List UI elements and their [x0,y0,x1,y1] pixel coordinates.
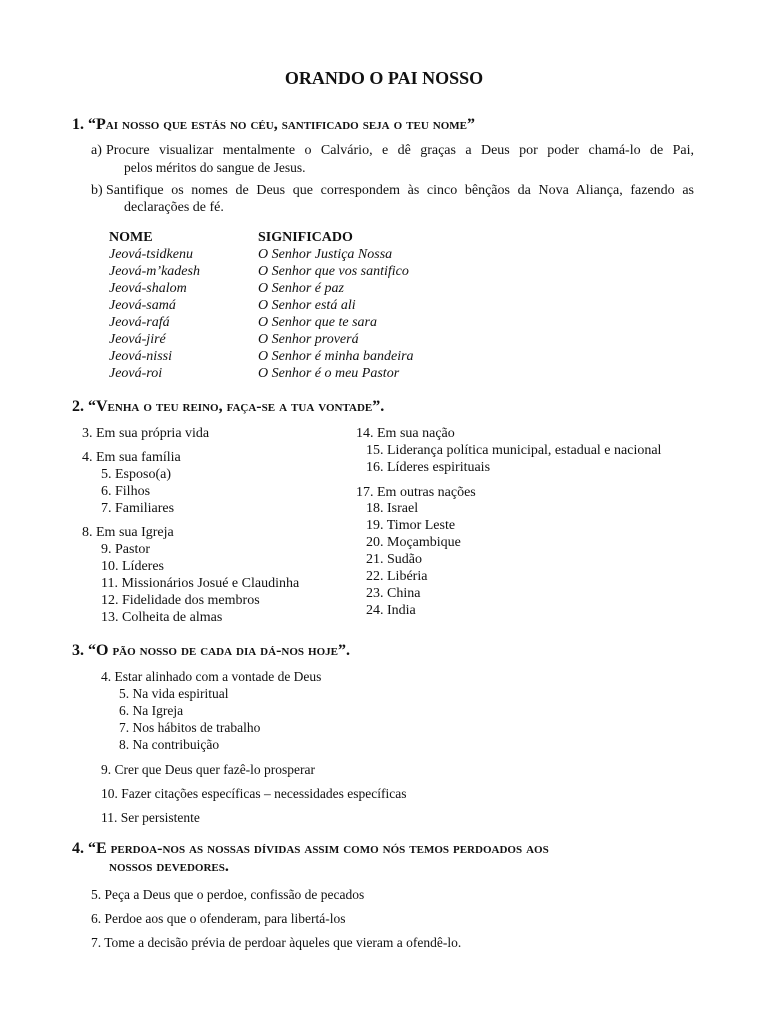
list-item: 10. Líderes [101,559,164,574]
names-table-cell-meaning: O Senhor é o meu Pastor [258,366,400,381]
list-item: 11. Missionários Josué e Claudinha [101,576,300,591]
list-item: 12. Fidelidade dos membros [101,593,260,608]
names-table-cell-name: Jeová-shalom [109,281,187,296]
names-table-cell-meaning: O Senhor é paz [258,281,344,296]
names-table-header-meaning: SIGNIFICADO [258,230,353,245]
list-item: 13. Colheita de almas [101,610,223,625]
list-item: 18. Israel [366,501,419,516]
list-item: 5. Peça a Deus que o perdoe, confissão de pecados [91,887,365,902]
item-b-text-line1: Santifique os nomes de Deus que correspondem às cinco bênçãos da Nova Aliança, fazendo as [106,183,694,198]
section-3-heading: 3. “O pão nosso de cada dia dá-nos hoje”. [72,642,350,659]
names-table-cell-name: Jeová-samá [109,298,176,313]
names-table-cell-name: Jeová-nissi [109,349,172,364]
item-a-text-line1: Procure visualizar mentalmente o Calvário, e dê graças a Deus por poder chamá-lo de Pai, [106,143,694,158]
list-item: 5. Na vida espiritual [119,686,229,701]
list-item: 6. Filhos [101,484,151,499]
list-item: 17. Em outras nações [356,485,476,500]
item-b-text-line2: declarações de fé. [124,200,224,215]
list-item: 9. Crer que Deus quer fazê-lo prosperar [101,762,316,777]
names-table-cell-name: Jeová-tsidkenu [109,247,193,262]
names-table-cell-meaning: O Senhor Justiça Nossa [258,247,393,262]
names-table-cell-meaning: O Senhor é minha bandeira [258,349,414,364]
list-item: 7. Familiares [101,501,175,516]
list-item: 4. Estar alinhado com a vontade de Deus [101,669,322,684]
list-item: 15. Liderança política municipal, estadual e nacional [366,443,662,458]
item-a-marker: a) [91,143,102,158]
names-table-cell-name: Jeová-jiré [109,332,166,347]
item-b-marker: b) [91,183,103,198]
list-item: 11. Ser persistente [101,810,200,825]
section-1-heading: 1. “Pai nosso que estás no céu, santificado seja o teu nome” [72,116,476,133]
list-item: 4. Em sua família [82,450,181,465]
section-2-heading: 2. “Venha o teu reino, faça-se a tua vontade”. [72,398,385,415]
names-table-header-name: NOME [109,230,153,245]
names-table-cell-meaning: O Senhor que vos santifico [258,264,409,279]
list-item: 9. Pastor [101,542,150,557]
list-item: 24. India [366,603,416,618]
list-item: 6. Na Igreja [119,703,184,718]
section-4-heading-line1: 4. “E perdoa-nos as nossas dívidas assim como nós temos perdoados aos [72,840,549,857]
list-item: 16. Líderes espirituais [366,460,491,475]
list-item: 8. Na contribuição [119,737,220,752]
names-table-cell-meaning: O Senhor está ali [258,298,356,313]
list-item: 22. Libéria [366,569,428,584]
list-item: 21. Sudão [366,552,422,567]
list-item: 7. Nos hábitos de trabalho [119,720,261,735]
list-item: 3. Em sua própria vida [82,426,210,441]
list-item: 6. Perdoe aos que o ofenderam, para libertá-los [91,911,346,926]
names-table-cell-meaning: O Senhor que te sara [258,315,377,330]
list-item: 23. China [366,586,421,601]
list-item: 7. Tome a decisão prévia de perdoar àqueles que vieram a ofendê-lo. [91,935,462,950]
names-table-cell-meaning: O Senhor proverá [258,332,359,347]
names-table-cell-name: Jeová-rafá [109,315,170,330]
list-item: 10. Fazer citações específicas – necessidades específicas [101,786,407,801]
item-a-text-line2: pelos méritos do sangue de Jesus. [124,160,306,175]
list-item: 20. Moçambique [366,535,461,550]
names-table-cell-name: Jeová-m’kadesh [109,264,200,279]
list-item: 5. Esposo(a) [101,467,171,482]
names-table-cell-name: Jeová-roi [109,366,163,381]
list-item: 14. Em sua nação [356,426,455,441]
section-4-heading-line2: nossos devedores. [109,858,229,875]
list-item: 8. Em sua Igreja [82,525,174,540]
page-title: ORANDO O PAI NOSSO [284,68,484,88]
list-item: 19. Timor Leste [366,518,456,533]
